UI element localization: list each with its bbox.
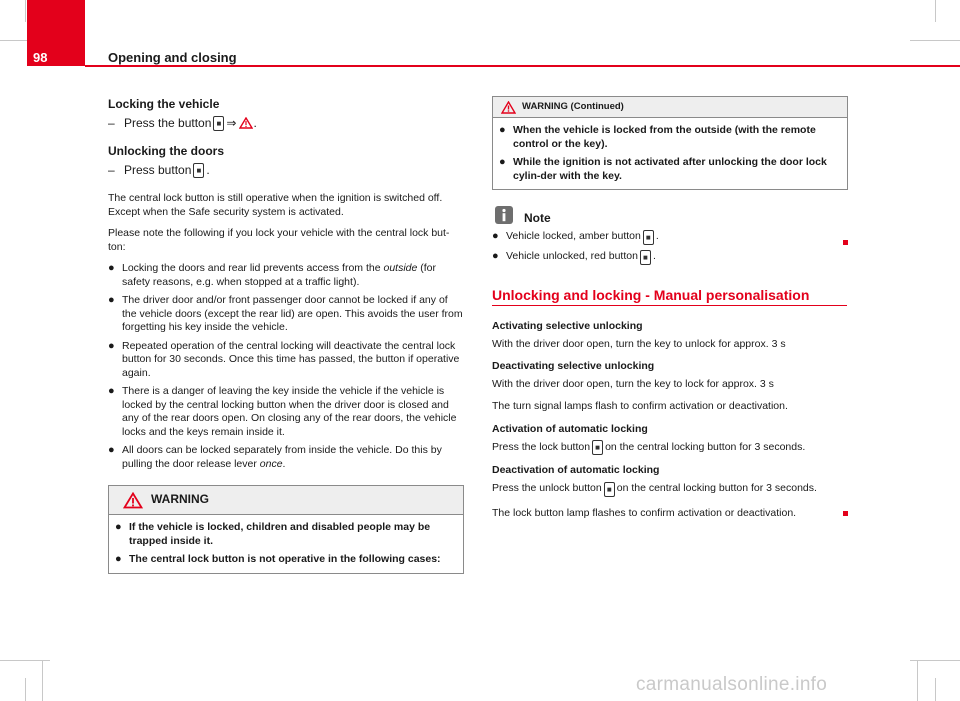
list-item: ● All doors can be locked separately from inside the vehicle. Do this by pulling the door release lever once. bbox=[108, 444, 442, 470]
warning-continued-title: WARNING (Continued) bbox=[522, 101, 624, 113]
warning-triangle-icon bbox=[501, 101, 516, 114]
paragraph-note-following: Please note the following if you lock your vehicle with the central lock but-ton: bbox=[108, 227, 450, 253]
deactivating-selective-heading: Deactivating selective unlocking bbox=[492, 360, 655, 372]
end-of-section-marker bbox=[843, 511, 848, 516]
list-item: ● If the vehicle is locked, children and disabled people may be trapped inside it. bbox=[115, 521, 431, 547]
page-number: 98 bbox=[33, 50, 48, 65]
warning-continued-box bbox=[492, 96, 848, 190]
crop-mark bbox=[910, 40, 960, 41]
lock-button-icon: ■ bbox=[640, 250, 651, 265]
locking-step: – Press the button ■ ⇒ . bbox=[108, 116, 257, 130]
section-rule bbox=[492, 305, 847, 306]
list-item: ● The central lock button is not operative in the following cases: bbox=[115, 553, 441, 565]
activation-automatic-text: Press the lock button ■ on the central locking button for 3 seconds. bbox=[492, 440, 848, 455]
crop-mark bbox=[25, 678, 26, 701]
warning-box-header bbox=[109, 486, 463, 515]
warning-title: WARNING bbox=[151, 492, 209, 507]
activating-selective-heading: Activating selective unlocking bbox=[492, 320, 643, 332]
list-item: ● Repeated operation of the central locking will deactivate the central lock button for 30 seconds. Once this time has passed, the button if operative again. bbox=[108, 339, 460, 379]
turn-signal-text: The turn signal lamps flash to confirm activation or deactivation. bbox=[492, 400, 788, 412]
lock-button-icon: ■ bbox=[213, 116, 224, 131]
list-item: ● There is a danger of leaving the key inside the vehicle if the vehicle is locked by the central locking button when the driver door is closed and any of the rear doors open. On closing any of the rear doors, the vehicle locks and the keys remain inside it. bbox=[108, 385, 457, 438]
warning-continued-body bbox=[493, 118, 847, 189]
list-item: ● Vehicle unlocked, red button ■ . bbox=[492, 250, 848, 265]
crop-mark bbox=[42, 660, 43, 701]
section-heading: Unlocking and locking - Manual personalisation bbox=[492, 287, 810, 303]
activation-automatic-heading: Activation of automatic locking bbox=[492, 422, 648, 435]
warning-box bbox=[108, 485, 464, 574]
lamp-flash-text: The lock button lamp flashes to confirm activation or deactivation. bbox=[492, 506, 797, 519]
left-column bbox=[108, 96, 464, 574]
list-item: ● Vehicle locked, amber button ■ . bbox=[492, 230, 848, 245]
lock-button-icon: ■ bbox=[193, 163, 204, 178]
list-item: ● When the vehicle is locked from the outside (with the remote control or the key). bbox=[499, 124, 816, 150]
personalisation-content bbox=[492, 320, 848, 520]
deactivation-automatic-heading: Deactivation of automatic locking bbox=[492, 464, 660, 476]
crop-mark bbox=[935, 678, 936, 701]
activating-selective-text: With the driver door open, turn the key to unlock for approx. 3 s bbox=[492, 337, 786, 350]
deactivating-selective-text: With the driver door open, turn the key to lock for approx. 3 s bbox=[492, 377, 774, 390]
page-section-title: Opening and closing bbox=[108, 50, 237, 65]
lock-button-icon: ■ bbox=[643, 230, 654, 245]
unlocking-step: – Press button ■ . bbox=[108, 163, 210, 177]
locking-step-text: Press the button bbox=[124, 116, 212, 130]
note-header bbox=[492, 204, 848, 226]
unlocking-heading: Unlocking the doors bbox=[108, 144, 225, 158]
crop-mark bbox=[917, 660, 918, 701]
end-of-section-marker bbox=[843, 240, 848, 245]
note-info-icon bbox=[494, 205, 514, 225]
lock-button-icon: ■ bbox=[604, 482, 615, 497]
warning-triangle-icon bbox=[123, 492, 143, 509]
right-column bbox=[492, 96, 848, 265]
crop-mark bbox=[25, 0, 26, 22]
deactivation-automatic-text: Press the unlock button ■ on the central locking button for 3 seconds. bbox=[492, 482, 848, 497]
warning-continued-header bbox=[493, 97, 847, 118]
warning-triangle-icon bbox=[239, 117, 253, 129]
list-item: ● The driver door and/or front passenger door cannot be locked if any of the vehicle doors (except the rear lid) are open. This avoids the user from forgetting his key inside the vehicle. bbox=[108, 294, 463, 333]
unlocking-step-text: Press button bbox=[124, 163, 192, 177]
watermark: carmanualsonline.info bbox=[636, 674, 828, 695]
note-title: Note bbox=[524, 211, 551, 225]
arrow-ref: ⇒ bbox=[226, 116, 237, 130]
list-item: ● While the ignition is not activated after unlocking the door lock cylin-der with the key. bbox=[499, 156, 827, 182]
list-item: ● Locking the doors and rear lid prevents access from the outside (for safety reasons, e.g. when stopped at a traffic light). bbox=[108, 262, 437, 288]
locking-heading: Locking the vehicle bbox=[108, 97, 220, 111]
warning-box-body bbox=[109, 515, 463, 573]
crop-mark bbox=[935, 0, 936, 22]
header-rule bbox=[85, 65, 960, 67]
lock-button-icon: ■ bbox=[592, 440, 603, 455]
paragraph-ignition: The central lock button is still operative when the ignition is switched off. Except when the Safe security system is activated. bbox=[108, 192, 443, 218]
